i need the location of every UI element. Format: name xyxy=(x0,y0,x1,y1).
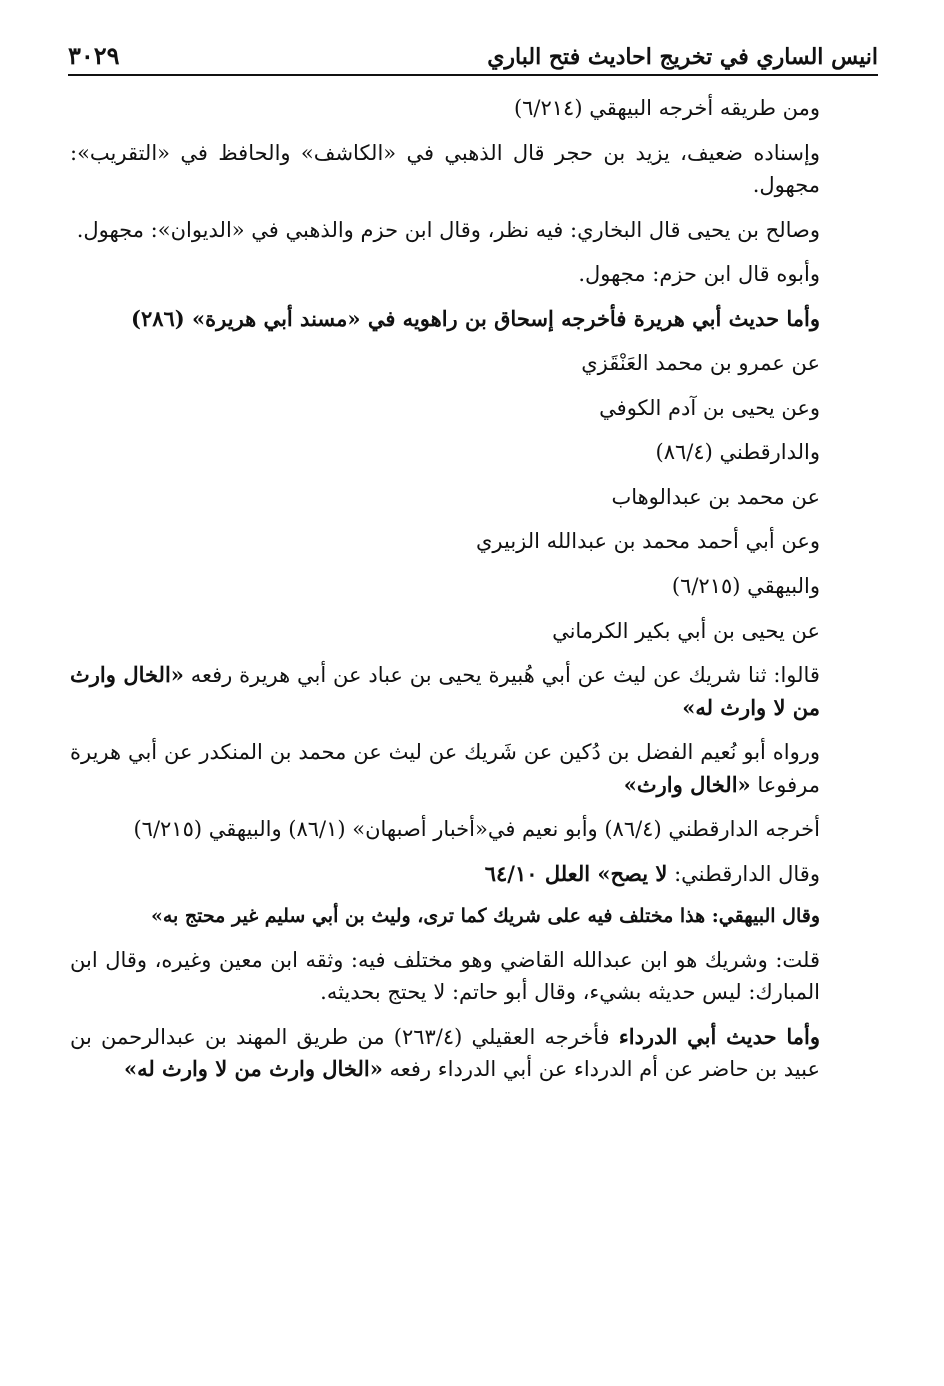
paragraph xyxy=(70,615,876,648)
paragraph xyxy=(70,736,876,801)
paragraph-text: والدارقطني (٨٦/٤) xyxy=(655,440,820,465)
paragraph-text: عن محمد بن عبدالوهاب xyxy=(611,484,820,509)
paragraph xyxy=(70,92,876,125)
paragraph-text: وإسناده ضعيف، يزيد بن حجر قال الذهبي في «الكاشف» والحافظ في «التقريب»: مجهول. xyxy=(70,140,820,198)
paragraph xyxy=(70,902,876,931)
paragraph-text: عن يحيى بن أبي بكير الكرماني xyxy=(552,618,820,643)
paragraph xyxy=(70,481,876,514)
paragraph xyxy=(70,1021,876,1086)
paragraph-text: والبيهقي (٦/٢١٥) xyxy=(671,574,820,599)
paragraph-text: فأخرجه العقيلي (٢٦٣/٤) من طريق المهند بن عبدالرحمن بن عبيد بن حاضر عن أم الدرداء عن أبي الدرداء رفعه xyxy=(70,1024,820,1082)
paragraph-text: ورواه أبو نُعيم الفضل بن دُكين عن شَريك عن ليث عن محمد بن المنكدر عن أبي هريرة مرفوعا xyxy=(70,740,820,797)
paragraph xyxy=(70,659,876,724)
hadith-quote: «الخال وارث من لا وارث له» xyxy=(70,662,820,720)
paragraph-text: وأبوه قال ابن حزم: مجهول. xyxy=(578,262,820,287)
hadith-quote: «الخال وارث من لا وارث له» xyxy=(123,1056,383,1082)
running-title: انيس الساري في تخريج احاديث فتح الباري xyxy=(487,44,878,70)
paragraph xyxy=(70,392,876,425)
paragraph-text: أخرجه الدارقطني (٨٦/٤) وأبو نعيم في«أخبار أصبهان» (٨٦/١) والبيهقي (٦/٢١٥) xyxy=(133,817,820,842)
page-number: ٣٠٢٩ xyxy=(68,41,120,70)
paragraph xyxy=(70,944,876,1009)
paragraph-text: فأخرجه إسحاق بن راهويه في «مسند أبي هريرة» (٢٨٦) xyxy=(131,305,634,331)
page-body xyxy=(70,92,876,1098)
paragraph-text: وقال البيهقي: هذا مختلف فيه على شريك كما ترى، وليث بن أبي سليم غير محتج به» xyxy=(150,905,820,928)
paragraph-text: وعن أبي أحمد محمد بن عبدالله الزبيري xyxy=(475,529,820,554)
paragraph xyxy=(70,347,876,380)
hadith-quote: «الخال وارث» xyxy=(623,771,751,797)
paragraph-text: وصالح بن يحيى قال البخاري: فيه نظر، وقال ابن حزم والذهبي في «الديوان»: مجهول. xyxy=(76,217,820,242)
paragraph xyxy=(70,570,876,603)
paragraph-text: وقال الدارقطني: xyxy=(667,861,820,886)
paragraph-text: قلت: وشريك هو ابن عبدالله القاضي وهو مختلف فيه: وثقه ابن معين وغيره، وقال ابن المبارك: ليس حديثه بشيء، وقال أبو حاتم: لا يحتج بحديثه. xyxy=(70,947,820,1005)
paragraph xyxy=(70,525,876,558)
page-header xyxy=(68,30,878,76)
paragraph xyxy=(70,858,876,891)
paragraph xyxy=(70,436,876,469)
paragraph-text: قالوا: ثنا شريك عن ليث عن أبي هُبيرة يحيى بن عباد عن أبي هريرة رفعه xyxy=(183,663,820,688)
paragraph xyxy=(70,137,876,202)
paragraph-text: لا يصح» العلل ٦٤/١٠ xyxy=(484,860,668,886)
paragraph-text: عن عمرو بن محمد العَنْقَزي xyxy=(581,351,820,376)
paragraph-text: ومن طريقه أخرجه البيهقي (٦/٢١٤) xyxy=(513,96,820,120)
paragraph xyxy=(70,258,876,291)
paragraph xyxy=(70,303,876,336)
section-lead: وأما حديث أبي هريرة xyxy=(633,305,820,331)
section-lead: وأما حديث أبي الدرداء xyxy=(618,1023,821,1049)
paragraph xyxy=(70,214,876,247)
paragraph xyxy=(70,813,876,846)
paragraph-text: وعن يحيى بن آدم الكوفي xyxy=(599,395,820,420)
